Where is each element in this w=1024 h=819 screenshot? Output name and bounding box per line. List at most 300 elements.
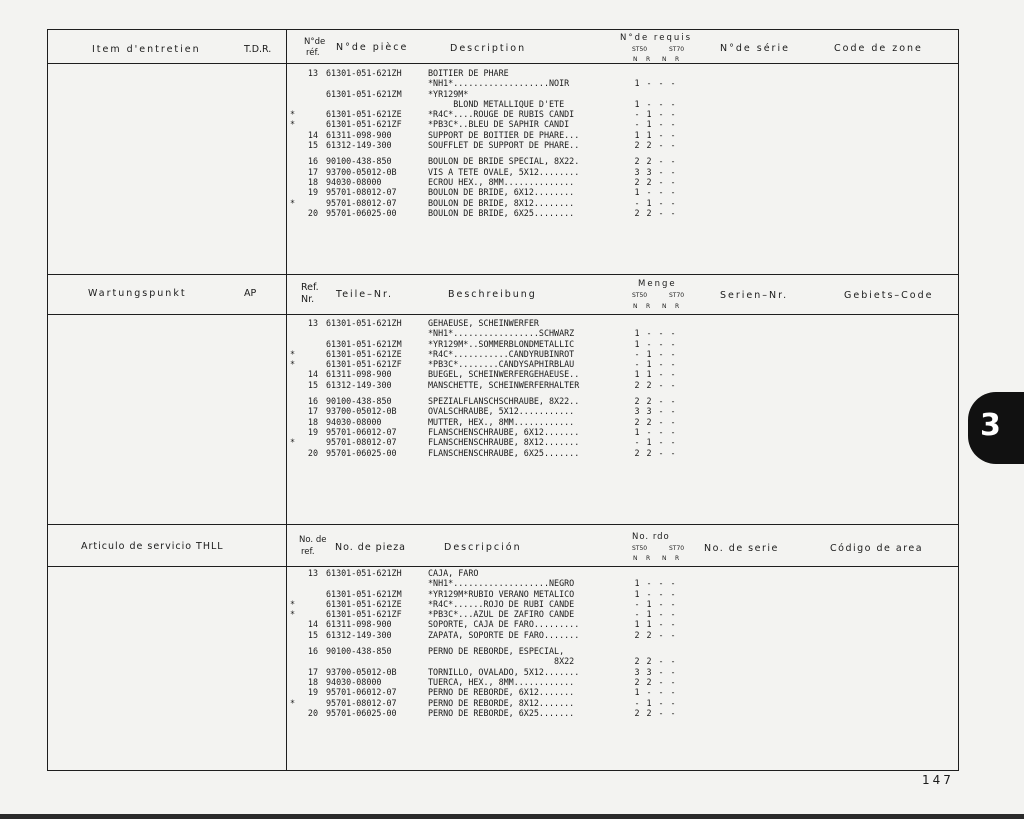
quantity-cell: - bbox=[670, 78, 676, 89]
change-mark: * bbox=[290, 598, 296, 609]
quantity-cell: - bbox=[658, 697, 664, 708]
quantity-cell: - bbox=[670, 176, 676, 187]
quantity-cell: - bbox=[658, 156, 664, 167]
quantity-cells bbox=[631, 328, 701, 338]
quantity-cell: - bbox=[658, 676, 664, 687]
quantity-cell: - bbox=[658, 437, 664, 448]
part-description: BOULON DE BRIDE, 6X12........ bbox=[428, 187, 575, 198]
quantity-cell: 2 bbox=[646, 707, 652, 718]
ref-number: 18 bbox=[307, 176, 318, 187]
quantity-cell: - bbox=[670, 197, 676, 208]
quantity-cell: - bbox=[670, 447, 676, 458]
qty-type-de: R bbox=[646, 303, 651, 310]
qty-type-es: R bbox=[675, 555, 680, 562]
part-description: *R4C*...........CANDYRUBINROT bbox=[428, 348, 575, 359]
quantity-cells bbox=[631, 359, 701, 369]
quantity-cell: - bbox=[646, 328, 652, 339]
part-description: PERNO DE REBORDE, 6X25....... bbox=[428, 707, 575, 718]
quantity-cell: - bbox=[658, 129, 664, 140]
column-divider bbox=[286, 30, 287, 770]
quantity-cell: 2 bbox=[634, 379, 640, 390]
item-heading-fr: Item d'entretien bbox=[92, 44, 201, 55]
part-number: 95701-06012-07 bbox=[326, 687, 397, 698]
quantity-cells bbox=[631, 109, 701, 119]
part-description: BOULON DE BRIDE, 6X25........ bbox=[428, 207, 575, 218]
part-number: 95701-06025-00 bbox=[326, 207, 397, 218]
ref-number: 20 bbox=[307, 707, 318, 718]
quantity-cell: - bbox=[670, 406, 676, 417]
ref-heading-top-es: No. de bbox=[299, 535, 327, 545]
part-number: 95701-08012-07 bbox=[326, 697, 397, 708]
quantity-cell: 3 bbox=[634, 406, 640, 417]
quantity-cells bbox=[631, 167, 701, 177]
ref-number: 20 bbox=[307, 447, 318, 458]
quantity-cell: 1 bbox=[646, 119, 652, 130]
part-heading-fr: N°de pièce bbox=[336, 42, 409, 53]
quantity-cell: - bbox=[670, 619, 676, 630]
quantity-cell: 1 bbox=[634, 687, 640, 698]
quantity-cell: 1 bbox=[634, 588, 640, 599]
quantity-cell: - bbox=[658, 176, 664, 187]
quantity-cell: 2 bbox=[646, 176, 652, 187]
quantity-cells bbox=[631, 198, 701, 208]
ref-number: 15 bbox=[307, 629, 318, 640]
quantity-cell: - bbox=[658, 140, 664, 151]
quantity-cell: 2 bbox=[646, 656, 652, 667]
part-number: 95701-08012-07 bbox=[326, 197, 397, 208]
quantity-cells bbox=[631, 140, 701, 150]
part-description: MANSCHETTE, SCHEINWERFERHALTER bbox=[428, 379, 580, 390]
quantity-cells bbox=[631, 667, 701, 677]
quantity-cells bbox=[631, 130, 701, 140]
header-rule-de bbox=[48, 314, 958, 315]
change-mark: * bbox=[290, 609, 296, 620]
quantity-cell: 3 bbox=[646, 166, 652, 177]
quantity-cell: - bbox=[658, 379, 664, 390]
quantity-cell: 1 bbox=[634, 426, 640, 437]
part-number: 94030-08000 bbox=[326, 416, 382, 427]
quantity-cell: - bbox=[658, 119, 664, 130]
quantity-cells bbox=[631, 609, 701, 619]
quantity-cell: - bbox=[670, 437, 676, 448]
page-edge-shadow bbox=[0, 814, 1024, 819]
quantity-cell: - bbox=[658, 359, 664, 370]
quantity-cell: - bbox=[670, 687, 676, 698]
quantity-cell: 3 bbox=[634, 666, 640, 677]
ref-number: 19 bbox=[307, 187, 318, 198]
part-description: SOUFFLET DE SUPPORT DE PHARE.. bbox=[428, 140, 580, 151]
quantity-cell: 1 bbox=[634, 338, 640, 349]
part-description: CAJA, FARO bbox=[428, 568, 479, 578]
desc-heading-fr: Description bbox=[450, 43, 527, 54]
quantity-cell: 2 bbox=[634, 629, 640, 640]
part-number: 61301-051-621ZE bbox=[326, 598, 402, 609]
quantity-cell: - bbox=[658, 578, 664, 589]
quantity-cell: 2 bbox=[634, 207, 640, 218]
quantity-cell: 2 bbox=[634, 416, 640, 427]
quantity-cells bbox=[631, 78, 701, 88]
ref-heading-top-fr: N°de bbox=[304, 37, 326, 47]
quantity-cell: 1 bbox=[646, 129, 652, 140]
section-rule-de bbox=[48, 274, 958, 275]
part-description: *NH1*.................SCHWARZ bbox=[428, 328, 575, 339]
quantity-cells bbox=[631, 437, 701, 447]
quantity-cell: - bbox=[670, 656, 676, 667]
quantity-cell: - bbox=[670, 369, 676, 380]
ref-heading-bottom-fr: réf. bbox=[306, 48, 320, 58]
quantity-cell: - bbox=[670, 379, 676, 390]
quantity-cell: - bbox=[670, 666, 676, 677]
quantity-cell: - bbox=[646, 578, 652, 589]
part-number: 95701-08012-07 bbox=[326, 187, 397, 198]
qty-model-st70-es: ST70 bbox=[669, 545, 685, 552]
part-description: *PB3C*..BLEU DE SAPHIR CANDI bbox=[428, 119, 570, 130]
qty-heading-es: No. rdo bbox=[632, 532, 670, 542]
quantity-cell: 1 bbox=[634, 328, 640, 339]
item-heading-de: Wartungspunkt bbox=[88, 288, 187, 299]
quantity-cell: 1 bbox=[646, 697, 652, 708]
quantity-cell: - bbox=[658, 109, 664, 120]
part-number: 61301-051-621ZF bbox=[326, 119, 402, 130]
part-description: FLANSCHENSCHRAUBE, 6X12....... bbox=[428, 426, 580, 437]
part-description: SOPORTE, CAJA DE FARO......... bbox=[428, 619, 580, 630]
quantity-cell: - bbox=[670, 697, 676, 708]
part-description: ECROU HEX., 8MM.............. bbox=[428, 176, 575, 187]
part-number: 90100-438-850 bbox=[326, 156, 392, 167]
part-number: 90100-438-850 bbox=[326, 646, 392, 657]
part-number: 95701-06012-07 bbox=[326, 426, 397, 437]
part-number: 61301-051-621ZM bbox=[326, 588, 402, 599]
part-number: 90100-438-850 bbox=[326, 396, 392, 407]
ref-number: 14 bbox=[307, 369, 318, 380]
part-description: TORNILLO, OVALADO, 5X12....... bbox=[428, 666, 580, 677]
part-description: ZAPATA, SOPORTE DE FARO....... bbox=[428, 629, 580, 640]
quantity-cell: 1 bbox=[646, 598, 652, 609]
part-description: *YR129M* bbox=[428, 88, 469, 99]
quantity-cell: - bbox=[658, 396, 664, 407]
quantity-cell: - bbox=[670, 98, 676, 109]
quantity-cell: 1 bbox=[634, 78, 640, 89]
ref-heading-top-de: Ref. bbox=[301, 282, 319, 293]
ref-number: 14 bbox=[307, 129, 318, 140]
ref-number: 19 bbox=[307, 426, 318, 437]
quantity-cells bbox=[631, 708, 701, 718]
quantity-cells bbox=[631, 89, 701, 99]
ref-heading-bottom-es: ref. bbox=[301, 547, 315, 557]
quantity-cell: - bbox=[670, 119, 676, 130]
ref-number: 16 bbox=[307, 156, 318, 167]
parts-table-frame bbox=[47, 29, 959, 771]
part-description: TUERCA, HEX., 8MM............ bbox=[428, 676, 575, 687]
part-description: BUEGEL, SCHEINWERFERGEHAEUSE.. bbox=[428, 369, 580, 380]
quantity-cell: - bbox=[634, 437, 640, 448]
quantity-cells bbox=[631, 208, 701, 218]
quantity-cell: - bbox=[670, 338, 676, 349]
quantity-cell: 3 bbox=[646, 666, 652, 677]
part-number: 93700-05012-0B bbox=[326, 166, 397, 177]
quantity-cells bbox=[631, 599, 701, 609]
qty-heading-fr: N°de requis bbox=[620, 33, 693, 43]
quantity-cell: - bbox=[658, 588, 664, 599]
quantity-cells bbox=[631, 380, 701, 390]
qty-type-fr: N bbox=[633, 56, 638, 63]
quantity-cell: - bbox=[658, 629, 664, 640]
quantity-cell: 3 bbox=[646, 406, 652, 417]
quantity-cell: - bbox=[658, 338, 664, 349]
part-number: 61301-051-621ZH bbox=[326, 68, 402, 78]
quantity-cells bbox=[631, 406, 701, 416]
ref-number: 16 bbox=[307, 646, 318, 657]
part-description: *YR129M*..SOMMERBLONDMETALLIC bbox=[428, 338, 575, 349]
desc-heading-es: Descripción bbox=[444, 542, 522, 553]
part-description: BLOND METALLIQUE D'ETE bbox=[428, 98, 565, 109]
part-number: 95701-08012-07 bbox=[326, 437, 397, 448]
qty-model-st50-fr: ST50 bbox=[632, 46, 648, 53]
qty-type-fr: R bbox=[646, 56, 651, 63]
change-mark: * bbox=[290, 348, 296, 359]
quantity-cells bbox=[631, 187, 701, 197]
quantity-cell: - bbox=[658, 666, 664, 677]
quantity-cell: - bbox=[658, 328, 664, 339]
quantity-cell: - bbox=[658, 197, 664, 208]
ref-number: 18 bbox=[307, 416, 318, 427]
quantity-cell: 3 bbox=[634, 166, 640, 177]
quantity-cells bbox=[631, 68, 701, 78]
quantity-cells bbox=[631, 339, 701, 349]
quantity-cell: - bbox=[670, 598, 676, 609]
quantity-cell: 1 bbox=[646, 369, 652, 380]
quantity-cells bbox=[631, 156, 701, 166]
part-number: 61301-051-621ZF bbox=[326, 359, 402, 370]
quantity-cell: - bbox=[634, 598, 640, 609]
quantity-cell: 2 bbox=[646, 156, 652, 167]
change-mark: * bbox=[290, 109, 296, 120]
ref-number: 16 bbox=[307, 396, 318, 407]
part-number: 61312-149-300 bbox=[326, 140, 392, 151]
quantity-cell: 1 bbox=[646, 619, 652, 630]
part-number: 61312-149-300 bbox=[326, 629, 392, 640]
part-description: *NH1*...................NOIR bbox=[428, 78, 570, 89]
ref-number: 17 bbox=[307, 406, 318, 417]
part-number: 61311-098-900 bbox=[326, 129, 392, 140]
quantity-cell: - bbox=[634, 197, 640, 208]
part-description: FLANSCHENSCHRAUBE, 8X12....... bbox=[428, 437, 580, 448]
part-description: *YR129M*RUBIO VERANO METALICO bbox=[428, 588, 575, 599]
quantity-cell: - bbox=[670, 629, 676, 640]
quantity-cell: 1 bbox=[646, 609, 652, 620]
quantity-cell: - bbox=[658, 369, 664, 380]
quantity-cell: - bbox=[658, 348, 664, 359]
quantity-cell: - bbox=[658, 656, 664, 667]
part-heading-es: No. de pieza bbox=[335, 542, 407, 553]
quantity-cell: - bbox=[634, 697, 640, 708]
tdr-heading-fr: T.D.R. bbox=[244, 44, 272, 55]
part-number: 61301-051-621ZF bbox=[326, 609, 402, 620]
quantity-cell: - bbox=[646, 187, 652, 198]
part-description: BOITIER DE PHARE bbox=[428, 68, 509, 78]
quantity-cell: 1 bbox=[634, 619, 640, 630]
serial-heading-de: Serien–Nr. bbox=[720, 290, 789, 301]
quantity-cell: - bbox=[658, 187, 664, 198]
part-heading-de: Teile–Nr. bbox=[336, 289, 394, 300]
change-mark: * bbox=[290, 119, 296, 130]
quantity-cell: - bbox=[646, 687, 652, 698]
part-number: 61311-098-900 bbox=[326, 369, 392, 380]
ref-number: 14 bbox=[307, 619, 318, 630]
quantity-cell: 2 bbox=[646, 140, 652, 151]
quantity-cell: - bbox=[670, 348, 676, 359]
quantity-cell: 2 bbox=[646, 207, 652, 218]
quantity-cells bbox=[631, 177, 701, 187]
quantity-cell: 2 bbox=[634, 656, 640, 667]
ref-number: 20 bbox=[307, 207, 318, 218]
qty-type-es: R bbox=[646, 555, 651, 562]
quantity-cell: 2 bbox=[634, 707, 640, 718]
header-rule-fr bbox=[48, 63, 958, 64]
quantity-cell: 1 bbox=[646, 109, 652, 120]
qty-model-st70-de: ST70 bbox=[669, 292, 685, 299]
quantity-cell: - bbox=[658, 406, 664, 417]
ref-number: 13 bbox=[307, 68, 318, 78]
quantity-cell: - bbox=[658, 687, 664, 698]
change-mark: * bbox=[290, 697, 296, 708]
quantity-cells bbox=[631, 417, 701, 427]
qty-model-st50-es: ST50 bbox=[632, 545, 648, 552]
part-description: MUTTER, HEX., 8MM............ bbox=[428, 416, 575, 427]
quantity-cell: - bbox=[634, 119, 640, 130]
quantity-cell: - bbox=[670, 578, 676, 589]
qty-type-es: N bbox=[633, 555, 638, 562]
part-description: *PB3C*...AZUL DE ZAFIRO CANDE bbox=[428, 609, 575, 620]
quantity-cell: - bbox=[670, 676, 676, 687]
quantity-cells bbox=[631, 630, 701, 640]
quantity-cells bbox=[631, 578, 701, 588]
part-number: 61301-051-621ZH bbox=[326, 318, 402, 328]
part-description: SUPPORT DE BOITIER DE PHARE... bbox=[428, 129, 580, 140]
section-rule-es bbox=[48, 524, 958, 525]
quantity-cell: - bbox=[670, 129, 676, 140]
part-description: *R4C*......ROJO DE RUBI CANDE bbox=[428, 598, 575, 609]
quantity-cell: 1 bbox=[646, 348, 652, 359]
quantity-cell: 1 bbox=[634, 129, 640, 140]
quantity-cell: - bbox=[634, 109, 640, 120]
quantity-cell: 1 bbox=[646, 437, 652, 448]
item-heading-es: Articulo de servicio THLL bbox=[81, 541, 224, 552]
desc-heading-de: Beschreibung bbox=[448, 289, 537, 300]
quantity-cells bbox=[631, 448, 701, 458]
quantity-cell: - bbox=[646, 338, 652, 349]
part-number: 61301-051-621ZH bbox=[326, 568, 402, 578]
quantity-cells bbox=[631, 698, 701, 708]
quantity-cell: - bbox=[658, 619, 664, 630]
quantity-cells bbox=[631, 619, 701, 629]
part-number: 93700-05012-0B bbox=[326, 666, 397, 677]
qty-heading-de: Menge bbox=[638, 279, 677, 289]
ref-number: 18 bbox=[307, 676, 318, 687]
ref-number: 13 bbox=[307, 568, 318, 578]
part-number: 95701-06025-00 bbox=[326, 447, 397, 458]
quantity-cell: - bbox=[658, 78, 664, 89]
quantity-cell: - bbox=[658, 98, 664, 109]
quantity-cell: - bbox=[658, 416, 664, 427]
zone-heading-de: Gebiets–Code bbox=[844, 290, 934, 301]
quantity-cell: 2 bbox=[646, 629, 652, 640]
quantity-cell: - bbox=[646, 588, 652, 599]
part-description: PERNO DE REBORDE, ESPECIAL, bbox=[428, 646, 565, 657]
quantity-cell: - bbox=[670, 426, 676, 437]
qty-type-de: N bbox=[633, 303, 638, 310]
quantity-cell: 2 bbox=[646, 416, 652, 427]
tdr-heading-de: AP bbox=[244, 288, 257, 299]
quantity-cell: - bbox=[670, 207, 676, 218]
quantity-cells bbox=[631, 349, 701, 359]
quantity-cell: 2 bbox=[634, 176, 640, 187]
quantity-cell: - bbox=[670, 588, 676, 599]
part-description: PERNO DE REBORDE, 6X12....... bbox=[428, 687, 575, 698]
part-description: SPEZIALFLANSCHSCHRAUBE, 8X22.. bbox=[428, 396, 580, 407]
quantity-cell: - bbox=[670, 609, 676, 620]
quantity-cell: - bbox=[646, 426, 652, 437]
quantity-cell: 2 bbox=[634, 156, 640, 167]
quantity-cell: 2 bbox=[646, 676, 652, 687]
part-number: 61301-051-621ZM bbox=[326, 338, 402, 349]
quantity-cells bbox=[631, 396, 701, 406]
part-description: BOULON DE BRIDE SPECIAL, 8X22. bbox=[428, 156, 580, 167]
qty-type-es: N bbox=[662, 555, 667, 562]
qty-model-st70-fr: ST70 bbox=[669, 46, 685, 53]
qty-type-fr: R bbox=[675, 56, 680, 63]
quantity-cells bbox=[631, 369, 701, 379]
serial-heading-fr: N°de série bbox=[720, 43, 790, 54]
quantity-cell: 2 bbox=[634, 140, 640, 151]
quantity-cell: - bbox=[670, 140, 676, 151]
quantity-cells bbox=[631, 119, 701, 129]
ref-heading-bottom-de: Nr. bbox=[301, 294, 315, 305]
part-description: OVALSCHRAUBE, 5X12........... bbox=[428, 406, 575, 417]
quantity-cell: - bbox=[646, 98, 652, 109]
part-number: 94030-08000 bbox=[326, 676, 382, 687]
qty-model-st50-de: ST50 bbox=[632, 292, 648, 299]
part-description: BOULON DE BRIDE, 8X12........ bbox=[428, 197, 575, 208]
quantity-cell: - bbox=[670, 187, 676, 198]
part-description: *NH1*...................NEGRO bbox=[428, 578, 575, 589]
quantity-cell: 2 bbox=[646, 396, 652, 407]
part-description: PERNO DE REBORDE, 8X12....... bbox=[428, 697, 575, 708]
quantity-cell: - bbox=[670, 707, 676, 718]
quantity-cell: - bbox=[670, 359, 676, 370]
quantity-cell: - bbox=[658, 426, 664, 437]
qty-type-fr: N bbox=[662, 56, 667, 63]
part-description: 8X22 bbox=[428, 656, 575, 667]
part-number: 61311-098-900 bbox=[326, 619, 392, 630]
part-number: 61301-051-621ZE bbox=[326, 109, 402, 120]
quantity-cell: - bbox=[670, 166, 676, 177]
zone-heading-es: Código de area bbox=[830, 543, 924, 554]
quantity-cell: 1 bbox=[646, 359, 652, 370]
qty-type-de: R bbox=[675, 303, 680, 310]
quantity-cells bbox=[631, 646, 701, 656]
change-mark: * bbox=[290, 437, 296, 448]
quantity-cell: - bbox=[658, 447, 664, 458]
ref-number: 17 bbox=[307, 666, 318, 677]
quantity-cells bbox=[631, 656, 701, 666]
part-number: 61301-051-621ZE bbox=[326, 348, 402, 359]
quantity-cell: - bbox=[646, 78, 652, 89]
quantity-cell: - bbox=[670, 396, 676, 407]
quantity-cell: - bbox=[634, 348, 640, 359]
change-mark: * bbox=[290, 197, 296, 208]
quantity-cell: 1 bbox=[634, 187, 640, 198]
